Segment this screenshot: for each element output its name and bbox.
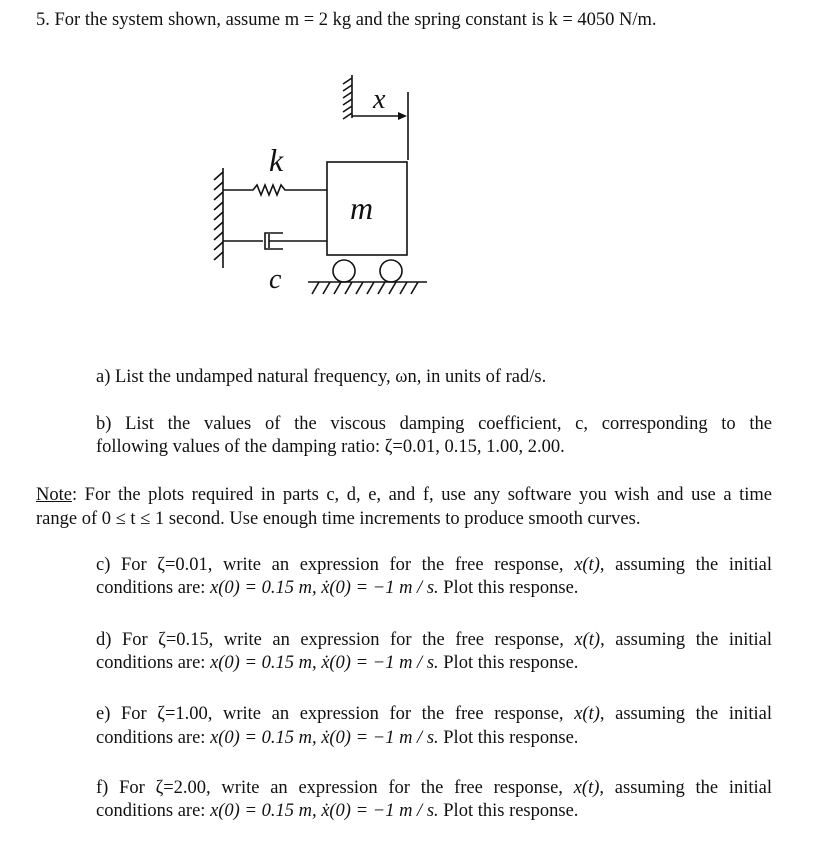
part-d-line1-prefix: d) For ζ=0.15, write an expression for the free response, bbox=[96, 630, 575, 650]
part-c-initial-conditions: x(0) = 0.15 m, ẋ(0) = −1 m / s. bbox=[210, 578, 439, 598]
part-e-line1-prefix: e) For ζ=1.00, write an expression for the free response, bbox=[96, 704, 575, 724]
part-c-line2 bbox=[96, 577, 578, 600]
part-d-line1 bbox=[96, 629, 772, 652]
part-f-line1 bbox=[96, 777, 772, 800]
part-e-line1-suffix: , assuming the initial bbox=[599, 704, 772, 724]
note-line1 bbox=[36, 484, 772, 507]
note-line1-text: : For the plots required in parts c, d, e, and f, use any software you wish and use a time bbox=[71, 485, 772, 505]
part-d-response-var: x(t) bbox=[574, 630, 601, 650]
part-d-initial-conditions: x(0) = 0.15 m, ẋ(0) = −1 m / s. bbox=[210, 653, 439, 673]
part-c-line1 bbox=[96, 554, 772, 577]
part-e-line2-suffix: Plot this response. bbox=[438, 728, 579, 748]
wheel-left bbox=[333, 260, 355, 282]
part-f-line1-suffix: , assuming the initial bbox=[599, 778, 773, 798]
part-f-line2-prefix: conditions are: bbox=[96, 801, 211, 821]
spring bbox=[223, 185, 327, 195]
part-f-line2 bbox=[96, 800, 578, 823]
part-c-line1-suffix: , assuming the initial bbox=[599, 555, 772, 575]
problem-statement: 5. For the system shown, assume m = 2 kg and the spring constant is k = 4050 N/m. bbox=[36, 10, 657, 30]
damper bbox=[223, 233, 327, 249]
spring-mass-damper-figure bbox=[195, 70, 440, 310]
label-m: m bbox=[350, 190, 374, 226]
part-d-line2 bbox=[96, 652, 578, 675]
part-e-response-var: x(t) bbox=[574, 704, 600, 724]
note-line2: range of 0 ≤ t ≤ 1 second. Use enough time increments to produce smooth curves. bbox=[36, 509, 641, 529]
label-k: k bbox=[269, 142, 284, 178]
part-b-line1: b) List the values of the viscous damping coefficient, c, corresponding to the bbox=[96, 414, 772, 434]
label-x: x bbox=[373, 84, 386, 115]
part-c-line1-prefix: c) For ζ=0.01, write an expression for the free response, bbox=[96, 555, 575, 575]
part-e-line2-prefix: conditions are: bbox=[96, 728, 211, 748]
note-label: Note bbox=[36, 485, 72, 505]
part-f-line1-prefix: f) For ζ=2.00, write an expression for the free response, bbox=[96, 778, 574, 798]
part-c-line2-prefix: conditions are: bbox=[96, 578, 211, 598]
top-wall-hatch bbox=[343, 75, 352, 119]
wheel-right bbox=[380, 260, 402, 282]
part-f-response-var: x(t) bbox=[573, 778, 600, 798]
x-arrow-head bbox=[398, 112, 407, 120]
part-e-initial-conditions: x(0) = 0.15 m, ẋ(0) = −1 m / s. bbox=[210, 728, 439, 748]
part-e-line2 bbox=[96, 727, 578, 750]
label-c: c bbox=[269, 264, 282, 295]
part-d-line2-prefix: conditions are: bbox=[96, 653, 211, 673]
part-c-response-var: x(t) bbox=[574, 555, 600, 575]
part-e-line1 bbox=[96, 703, 772, 726]
part-f-initial-conditions: x(0) = 0.15 m, ẋ(0) = −1 m / s. bbox=[210, 801, 439, 821]
ground-hatch bbox=[308, 282, 427, 294]
part-b-line2: following values of the damping ratio: ζ=0.01, 0.15, 1.00, 2.00. bbox=[96, 437, 565, 457]
part-d-line1-suffix: , assuming the initial bbox=[600, 630, 772, 650]
part-f-line2-suffix: Plot this response. bbox=[438, 801, 579, 821]
left-wall-hatch bbox=[214, 168, 223, 268]
part-d-line2-suffix: Plot this response. bbox=[438, 653, 579, 673]
part-c-line2-suffix: Plot this response. bbox=[438, 578, 579, 598]
part-a-text: a) List the undamped natural frequency, ωn, in units of rad/s. bbox=[96, 367, 547, 387]
